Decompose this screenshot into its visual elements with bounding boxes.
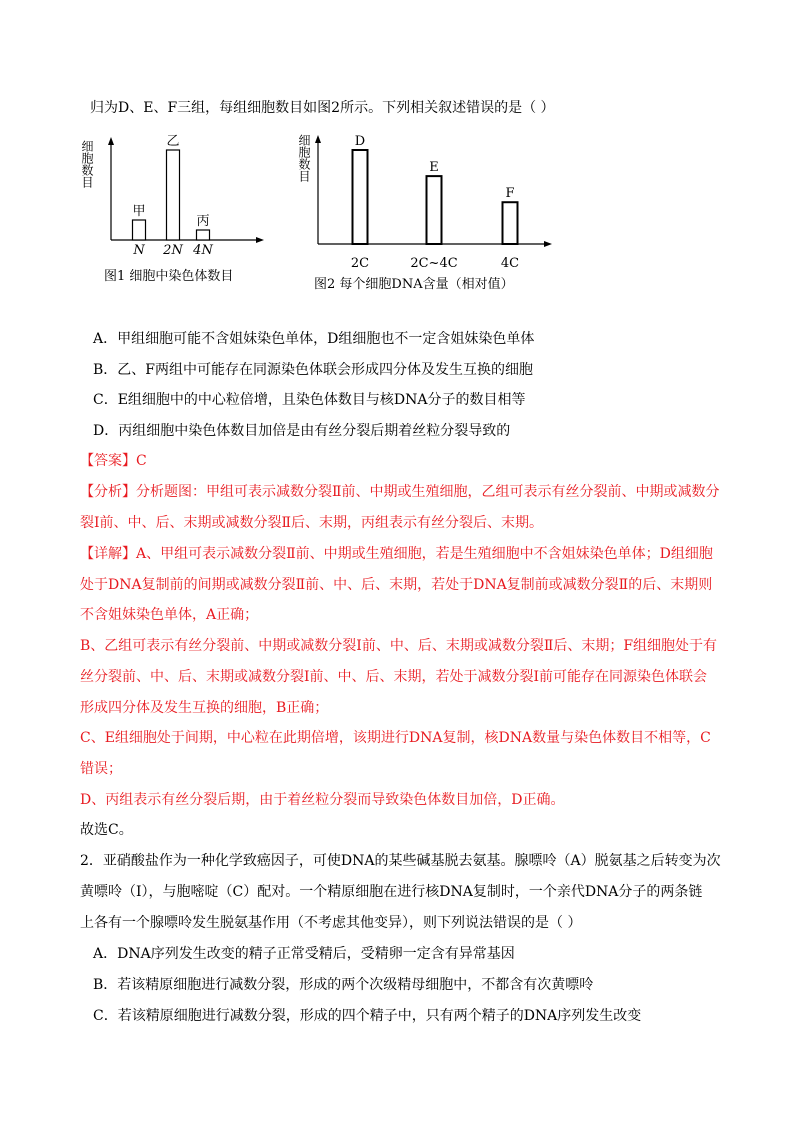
figure-2-caption: 图2 每个细胞DNA含量（相对值）: [314, 277, 514, 292]
figure-1-y-axis: [108, 137, 114, 240]
detail-line-7: C、E组细胞处于间期，中心粒在此期倍增，该期进行DNA复制，核DNA数量与染色体数目不相等，C: [80, 730, 711, 746]
question-intro: 归为D、E、F三组，每组细胞数目如图2所示。下列相关叙述错误的是（ ）: [90, 100, 555, 116]
fig1-x-tick-label: 2N: [163, 243, 183, 258]
fig2-bar: [427, 176, 442, 244]
detail-line-2: 处于DNA复制前的间期或减数分裂Ⅱ前、中、后、末期，若处于DNA复制前或减数分裂Ⅱ的后、末期则: [80, 577, 713, 593]
figure-2-y-axis: [315, 135, 321, 244]
fig1-bar-label: 乙: [166, 134, 180, 149]
fig2-bar-label: D: [354, 134, 366, 149]
fig2-bar: [503, 202, 518, 244]
analysis-line-1: 【分析】分析题图：甲组可表示减数分裂Ⅱ前、中期或生殖细胞，乙组可表示有丝分裂前、中期或减数分: [80, 484, 720, 500]
fig1-x-tick-label: N: [133, 243, 145, 258]
q1-option-c: C．E组细胞中的中心粒倍增，且染色体数目与核DNA分子的数目相等: [93, 392, 526, 408]
fig2-bar-label: E: [429, 160, 439, 176]
figure-1-caption: 图1 细胞中染色体数目: [104, 269, 234, 284]
analysis-line-2: 裂Ⅰ前、中、后、末期或减数分裂Ⅱ后、末期，丙组表示有丝分裂后、末期。: [80, 515, 544, 531]
q2-option-b: B．若该精原细胞进行减数分裂，形成的两个次级精母细胞中，不都含有次黄嘌呤: [93, 977, 594, 993]
figure-1-y-label: 细胞数目: [80, 140, 94, 188]
fig2-x-tick-label: 2C~4C: [410, 256, 458, 271]
detail-line-4: B、乙组可表示有丝分裂前、中期或减数分裂Ⅰ前、中、后、末期或减数分裂Ⅱ后、末期；F组细胞处于有: [80, 638, 718, 654]
q2-stem-line-2: 黄嘌呤（Ⅰ），与胞嘧啶（C）配对。一个精原细胞在进行核DNA复制时，一个亲代DNA分子的两条链: [80, 884, 703, 900]
fig2-x-tick-label: 2C: [350, 256, 370, 271]
figure-2: [296, 128, 566, 298]
fig1-bar-label: 甲: [132, 204, 146, 219]
fig2-bar-label: F: [505, 186, 515, 202]
q1-option-b: B．乙、F两组中可能存在同源染色体联会形成四分体及发生互换的细胞: [93, 362, 534, 378]
detail-conclusion: 故选C。: [80, 822, 133, 838]
answer: 【答案】C: [80, 453, 147, 469]
q2-option-a: A．DNA序列发生改变的精子正常受精后，受精卵一定含有异常基因: [93, 946, 515, 962]
detail-line-3: 不含姐妹染色单体，A正确；: [80, 607, 259, 623]
figure-2-y-label: 细胞数目: [297, 134, 311, 182]
fig1-bar: [197, 230, 210, 240]
q2-stem-line-3: 上各有一个腺嘌呤发生脱氨基作用（不考虑其他变异），则下列说法错误的是（ ）: [80, 915, 582, 931]
q1-option-d: D．丙组细胞中染色体数目加倍是由有丝分裂后期着丝粒分裂导致的: [93, 423, 511, 439]
q2-stem-line-1: 2．亚硝酸盐作为一种化学致癌因子，可使DNA的某些碱基脱去氨基。腺嘌呤（A）脱氨基之后转变为次: [80, 853, 721, 869]
fig1-bar-label: 丙: [196, 214, 210, 229]
fig1-bar: [167, 150, 180, 240]
detail-line-5: 丝分裂前、中、后、末期或减数分裂Ⅰ前、中、后、末期，若处于减数分裂Ⅰ前可能存在同源染色体联会: [80, 669, 708, 685]
detail-line-6: 形成四分体及发生互换的细胞，B正确；: [80, 700, 329, 716]
fig2-x-tick-label: 4C: [500, 256, 520, 271]
fig2-bar: [353, 150, 368, 244]
q1-option-a: A．甲组细胞可能不含姐妹染色单体，D组细胞也不一定含姐妹染色单体: [93, 331, 535, 347]
fig1-bar: [133, 220, 146, 240]
detail-line-1: 【详解】A、甲组可表示减数分裂Ⅱ前、中期或生殖细胞，若是生殖细胞中不含姐妹染色单体；D组细胞: [80, 546, 713, 562]
figure-1: [78, 132, 278, 292]
q2-option-c: C．若该精原细胞进行减数分裂，形成的四个精子中，只有两个精子的DNA序列发生改变: [93, 1008, 642, 1024]
detail-line-8: 错误；: [80, 761, 122, 777]
detail-line-9: D、丙组表示有丝分裂后期，由于着丝粒分裂而导致染色体数目加倍，D正确。: [80, 792, 565, 808]
fig1-x-tick-label: 4N: [193, 243, 213, 258]
